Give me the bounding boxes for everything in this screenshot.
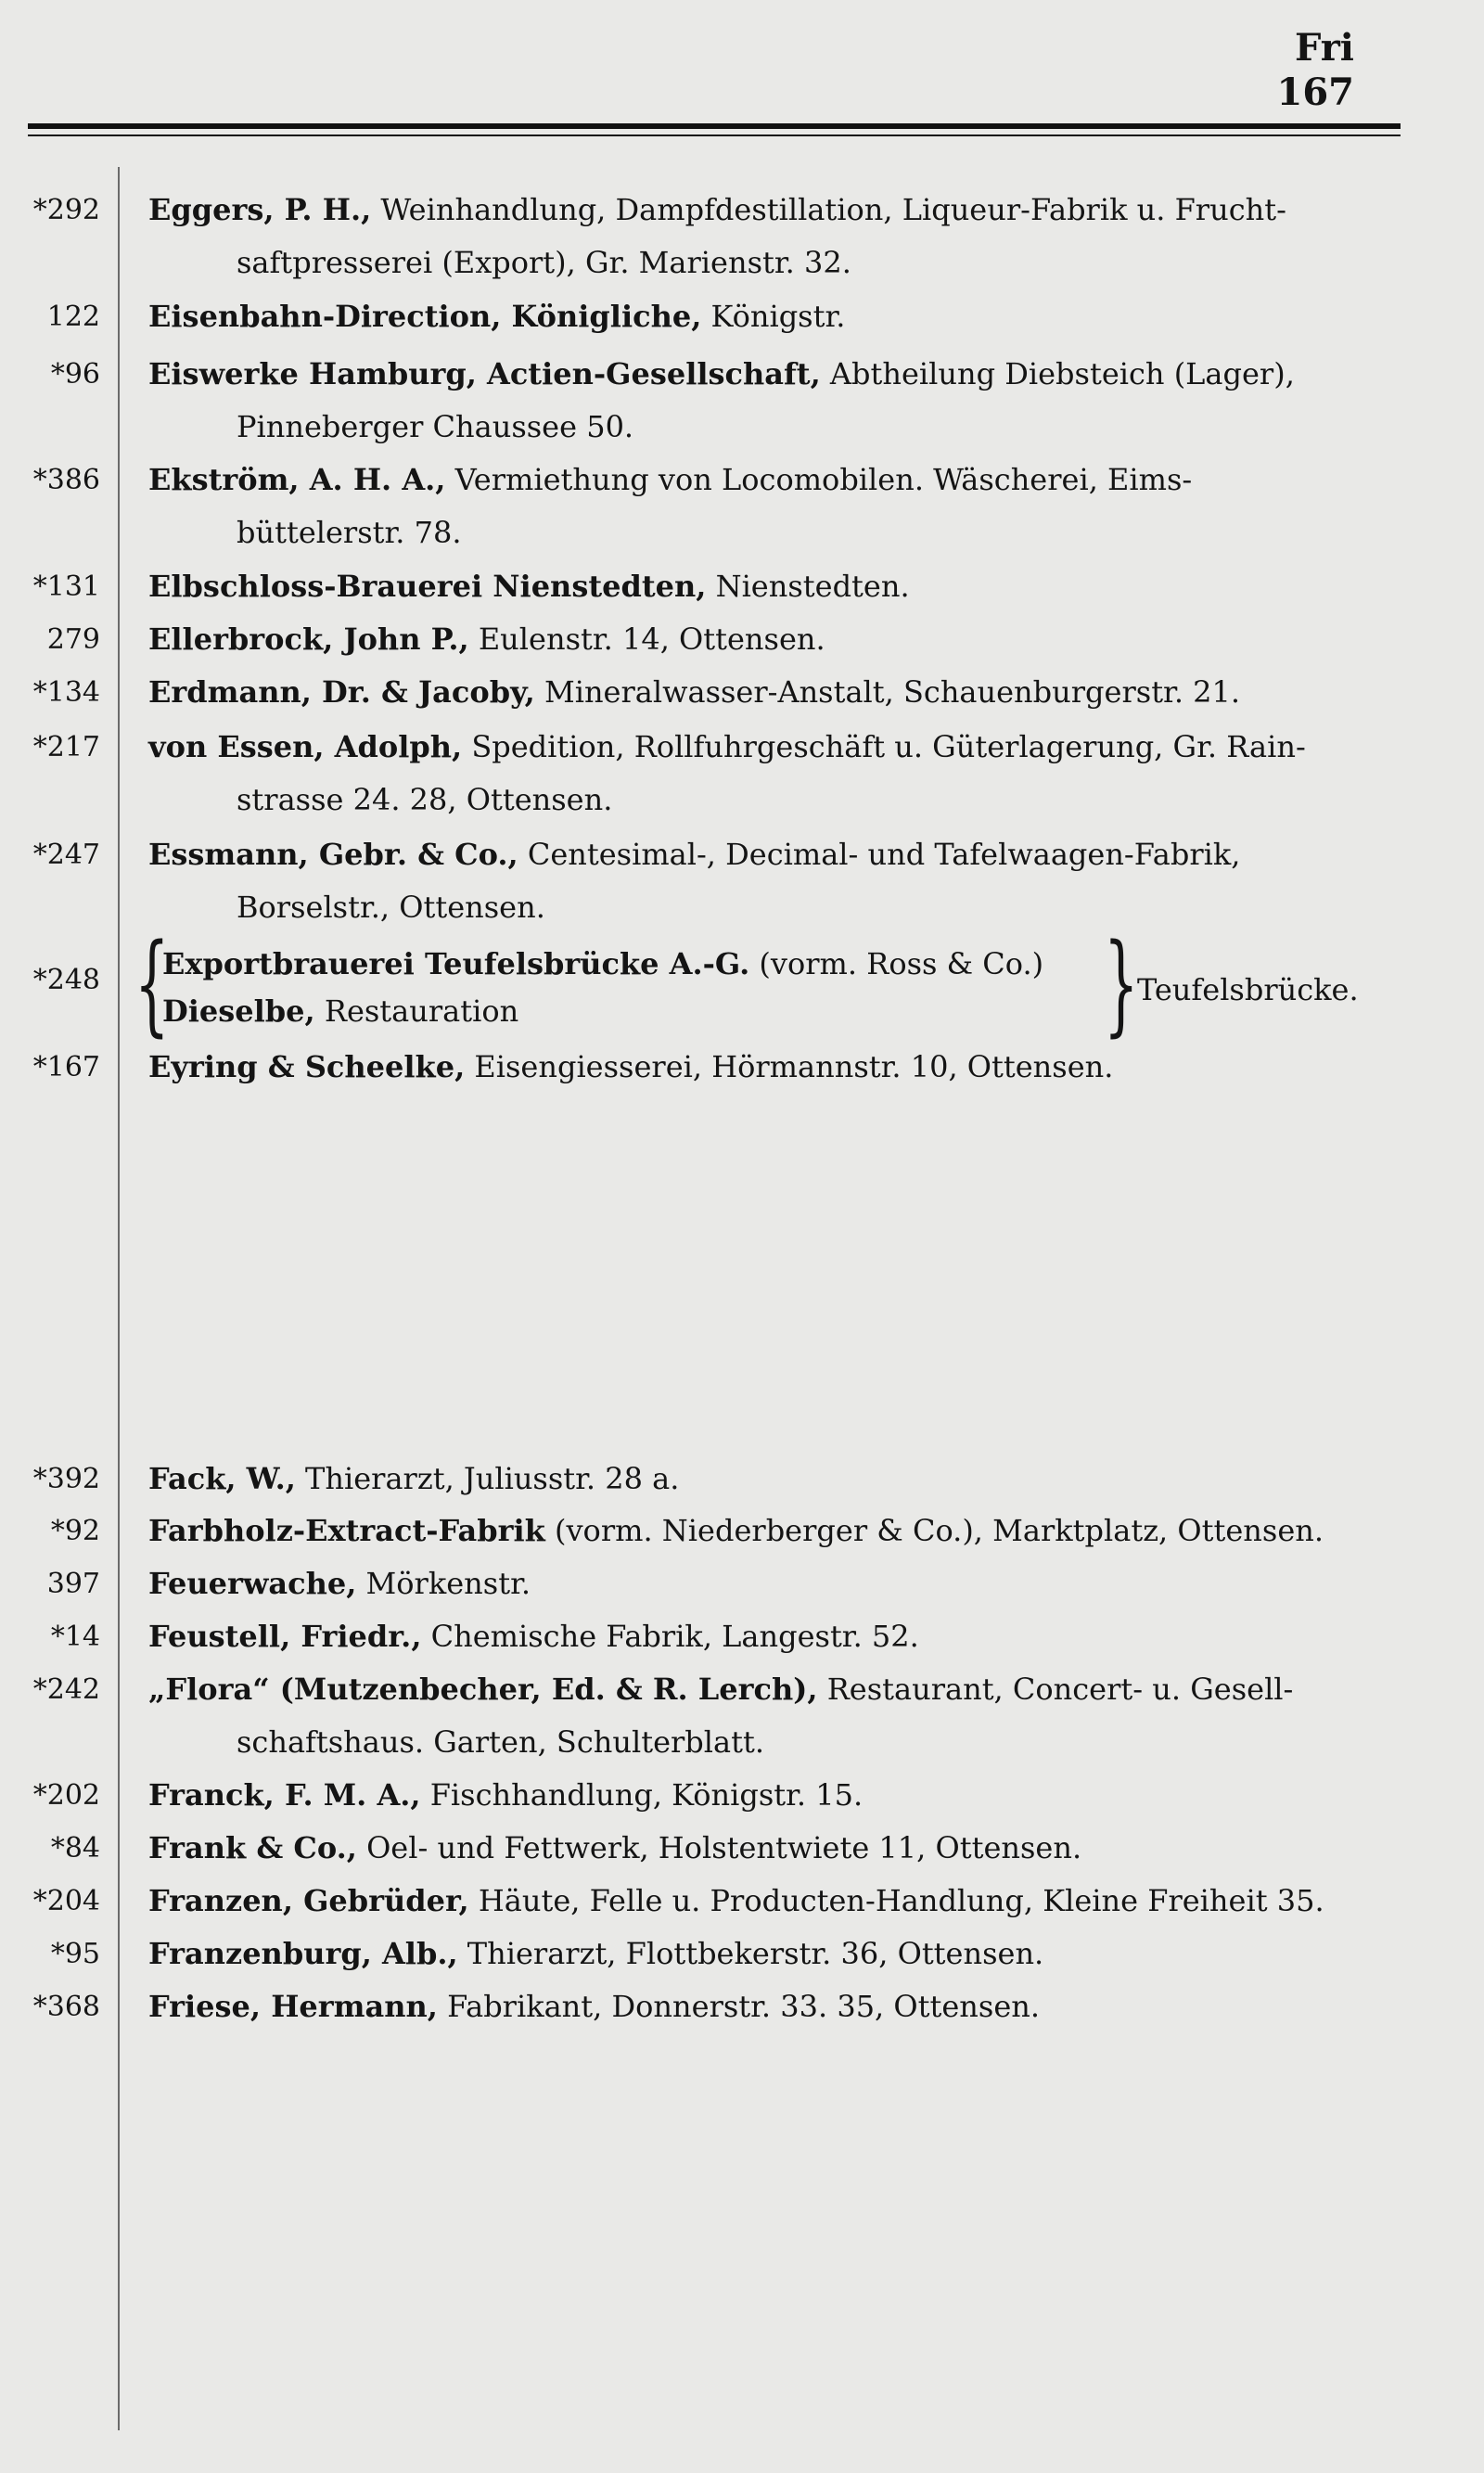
entry-text: Oel- und Fettwerk, Holstentwiete 11, Ottensen. [356,1830,1082,1865]
entry-text: Restaurant, Concert- u. Gesell- [817,1672,1294,1707]
entry-name: Franck, F. M. A., [148,1777,421,1813]
entry-name: Exportbrauerei Teufelsbrücke A.-G. [162,946,750,981]
entry-name: Essmann, Gebr. & Co., [148,837,518,872]
right-brace: } [1104,919,1139,1047]
entry-name: Feustell, Friedr., [148,1619,422,1654]
entry-text: Eisengiesserei, Hörmannstr. 10, Ottensen. [465,1049,1114,1084]
entry-number: *217 [32,731,100,763]
entry-name: Elbschloss-Brauerei Nienstedten, [148,569,707,604]
entry-number: *386 [32,464,100,496]
column-rule [118,167,120,2430]
entry-name: Eiswerke Hamburg, Actien-Gesellschaft, [148,356,821,391]
entry-name: Franzen, Gebrüder, [148,1883,469,1918]
entry-continuation: Borselstr., Ottensen. [237,890,545,925]
entry-name: Farbholz-Extract-Fabrik [148,1513,545,1548]
entry-text: Weinhandlung, Dampfdestillation, Liqueur-Fabrik u. Frucht- [371,192,1286,227]
entry-text: Häute, Felle u. Producten-Handlung, Kleine Freiheit 35. [468,1883,1324,1918]
entry-text: Nienstedten. [706,569,910,604]
entry-text: Mineralwasser-Anstalt, Schauenburgerstr. 21. [534,674,1241,710]
entry-text: Chemische Fabrik, Langestr. 52. [421,1619,919,1654]
entry-text: Eulenstr. 14, Ottensen. [468,621,825,657]
entry-name: „Flora“ (Mutzenbecher, Ed. & R. Lerch), [148,1672,818,1707]
entry-continuation: büttelerstr. 78. [237,515,462,550]
entry-text: Mörkenstr. [356,1566,531,1601]
entry-place: Teufelsbrücke. [1137,972,1359,1007]
entry-name: Eggers, P. H., [148,192,372,227]
entry-continuation: schaftshaus. Garten, Schulterblatt. [237,1724,764,1760]
entry-continuation: Pinneberger Chaussee 50. [237,409,634,444]
entry-text: Königstr. [701,299,846,334]
entry-number: *134 [32,676,100,709]
entry-text: Fabrikant, Donnerstr. 33. 35, Ottensen. [437,1989,1041,2024]
entry-number: *95 [50,1938,100,1970]
entry-name: Friese, Hermann, [148,1989,438,2024]
entry-text: Thierarzt, Flottbekerstr. 36, Ottensen. [457,1936,1044,1971]
entry-text: Vermiethung von Locomobilen. Wäscherei, Eims- [445,462,1193,497]
entry-number: *84 [50,1832,100,1864]
entry-text: (vorm. Ross & Co.) [749,946,1044,981]
entry-name: Dieselbe, [162,993,315,1029]
brace-entry [0,919,1447,1047]
entry-name: Eyring & Scheelke, [148,1049,466,1084]
entry-name: Feuerwache, [148,1566,357,1601]
entry-name: Frank & Co., [148,1830,357,1865]
entry-number: *368 [32,1991,100,2023]
entry-number: *248 [32,964,100,996]
entry-number: *202 [32,1779,100,1812]
entry-name: Ekström, A. H. A., [148,462,446,497]
page-number: 167 [1276,70,1354,114]
entry-name: Eisenbahn-Direction, Königliche, [148,299,702,334]
entry-number: *292 [32,194,100,226]
header-rule [28,123,1401,129]
entry-number: *392 [32,1463,100,1495]
entry-text: Spedition, Rollfuhrgeschäft u. Güterlagerung, Gr. Rain- [462,729,1306,764]
entry-number: *204 [32,1885,100,1917]
entry-number: *247 [32,839,100,871]
running-head: Fri [1295,26,1354,70]
entry-number: *96 [50,358,100,391]
entry-number: *14 [50,1621,100,1653]
entry-number: *92 [50,1515,100,1547]
entry-text: Centesimal-, Decimal- und Tafelwaagen-Fabrik, [518,837,1241,872]
entry-number: 279 [46,623,100,656]
entry-text: (vorm. Niederberger & Co.), Marktplatz, Ottensen. [544,1513,1324,1548]
entry-continuation: strasse 24. 28, Ottensen. [237,782,613,817]
entry-text: Restauration [314,993,519,1029]
entry-number: 397 [46,1568,100,1600]
entry-number: *242 [32,1673,100,1706]
header-rule-thin [28,135,1401,136]
entry-continuation: saftpresserei (Export), Gr. Marienstr. 32. [237,245,851,280]
entry-name: Ellerbrock, John P., [148,621,469,657]
entry-name: Franzenburg, Alb., [148,1936,458,1971]
entry-text: Fischhandlung, Königstr. 15. [420,1777,864,1813]
entry-name: von Essen, Adolph, [148,729,463,764]
entry-number: *167 [32,1051,100,1083]
entry-name: Erdmann, Dr. & Jacoby, [148,674,535,710]
entry-text: Abtheilung Diebsteich (Lager), [820,356,1295,391]
entry-number: 122 [46,301,100,333]
entry-number: *131 [32,570,100,603]
entry-text: Thierarzt, Juliusstr. 28 a. [295,1461,680,1496]
entry-name: Fack, W., [148,1461,296,1496]
left-brace: { [134,919,170,1047]
